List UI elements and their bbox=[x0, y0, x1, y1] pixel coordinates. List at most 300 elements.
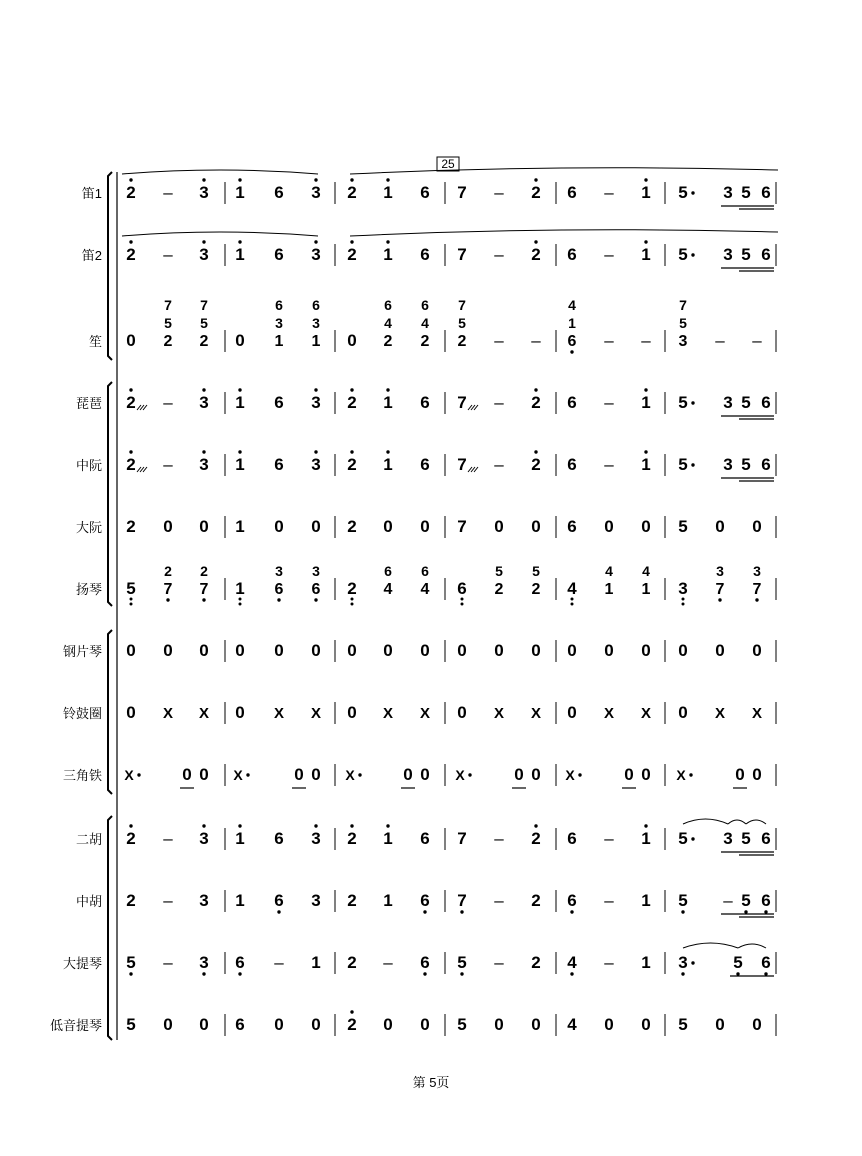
note-digit: 3 bbox=[723, 245, 733, 264]
note-digit: 1 bbox=[235, 245, 245, 264]
instrument-name: 铃鼓圈 bbox=[62, 706, 102, 721]
note bbox=[604, 953, 614, 972]
instrument-rows bbox=[50, 168, 778, 1036]
chord-note bbox=[275, 315, 283, 331]
note bbox=[274, 517, 283, 536]
note bbox=[163, 705, 173, 722]
instrument-name: 扬琴 bbox=[75, 582, 102, 597]
note bbox=[752, 705, 762, 722]
hold-dash: – bbox=[752, 331, 762, 350]
note-digit: 5 bbox=[741, 829, 751, 848]
note bbox=[678, 183, 694, 202]
note-digit: 5 bbox=[741, 455, 751, 474]
measure bbox=[455, 765, 540, 788]
note bbox=[420, 1015, 429, 1034]
note bbox=[457, 891, 466, 914]
chord bbox=[164, 297, 173, 350]
note-digit: X bbox=[714, 705, 726, 722]
note bbox=[531, 388, 540, 412]
octave-down-dot bbox=[755, 598, 758, 601]
octave-down-dot bbox=[166, 598, 169, 601]
note bbox=[403, 765, 412, 784]
note bbox=[235, 891, 244, 910]
slur bbox=[746, 820, 766, 824]
note bbox=[457, 953, 466, 976]
octave-up-dot bbox=[238, 178, 241, 181]
chord-note bbox=[164, 315, 172, 331]
note-digit: 0 bbox=[531, 765, 541, 784]
note bbox=[567, 517, 576, 536]
note-digit: 0 bbox=[274, 517, 284, 536]
note-digit: 1 bbox=[383, 183, 393, 202]
note bbox=[567, 641, 576, 660]
note bbox=[761, 829, 770, 848]
note-digit: 0 bbox=[641, 517, 651, 536]
measure bbox=[676, 765, 761, 788]
measure bbox=[235, 240, 320, 264]
hold-dash: – bbox=[494, 455, 504, 474]
note bbox=[641, 891, 650, 910]
octave-down-dot bbox=[202, 972, 205, 975]
note bbox=[163, 829, 173, 848]
note-digit: 5 bbox=[126, 953, 136, 972]
octave-down-dot bbox=[238, 972, 241, 975]
measure bbox=[678, 563, 761, 606]
note-digit: 0 bbox=[383, 517, 393, 536]
hold-dash: – bbox=[274, 953, 284, 972]
chord-note bbox=[421, 563, 429, 579]
note-digit: 0 bbox=[383, 1015, 393, 1034]
note bbox=[457, 245, 466, 264]
note-digit: 1 bbox=[641, 245, 651, 264]
note-digit: 3 bbox=[311, 829, 321, 848]
hold-dash: – bbox=[604, 393, 614, 412]
octave-down-dot bbox=[239, 598, 242, 601]
note-digit: 1 bbox=[235, 891, 245, 910]
note-digit: 0 bbox=[274, 641, 284, 660]
note-digit: X bbox=[345, 767, 355, 783]
note bbox=[531, 765, 540, 784]
augmentation-dot bbox=[137, 773, 140, 776]
instrument-name: 笛2 bbox=[81, 248, 102, 263]
note-digit: X bbox=[640, 705, 652, 722]
instrument-name: 大提琴 bbox=[62, 956, 102, 971]
octave-down-dot bbox=[571, 603, 574, 606]
note bbox=[199, 641, 208, 660]
measure bbox=[126, 178, 208, 202]
row-di1 bbox=[82, 178, 776, 209]
hold-dash: – bbox=[604, 829, 614, 848]
instrument-name: 钢片琴 bbox=[62, 644, 102, 659]
octave-up-dot bbox=[534, 450, 537, 453]
note bbox=[294, 765, 303, 784]
note-digit: 0 bbox=[752, 1015, 762, 1034]
note bbox=[761, 393, 770, 412]
chord-note bbox=[164, 297, 172, 313]
note-digit: 0 bbox=[752, 517, 762, 536]
note bbox=[494, 641, 503, 660]
note bbox=[347, 178, 356, 202]
note bbox=[723, 183, 732, 202]
augmentation-dot bbox=[468, 773, 471, 776]
note bbox=[235, 1015, 244, 1034]
note-digit: 7 bbox=[457, 393, 467, 412]
octave-up-dot bbox=[350, 240, 353, 243]
note-digit: X bbox=[565, 767, 575, 783]
measure bbox=[568, 297, 652, 354]
octave-up-dot bbox=[534, 388, 537, 391]
note bbox=[678, 703, 687, 722]
note bbox=[347, 331, 356, 350]
note-digit: 1 bbox=[311, 953, 321, 972]
slur bbox=[738, 944, 766, 948]
octave-up-dot bbox=[350, 388, 353, 391]
octave-down-dot bbox=[460, 910, 463, 913]
note bbox=[741, 455, 750, 474]
note-digit: 0 bbox=[420, 517, 430, 536]
octave-up-dot bbox=[350, 450, 353, 453]
note-digit: 0 bbox=[347, 703, 357, 722]
note-digit: 1 bbox=[383, 393, 393, 412]
note bbox=[274, 393, 283, 412]
note-digit: 5 bbox=[741, 393, 751, 412]
chord-note bbox=[679, 297, 687, 313]
note bbox=[494, 517, 503, 536]
note-digit: 4 bbox=[420, 581, 430, 598]
note-digit: 5 bbox=[458, 315, 466, 331]
note-digit: 6 bbox=[274, 829, 284, 848]
chord-note bbox=[421, 315, 429, 331]
hold-dash: – bbox=[494, 245, 504, 264]
note-digit: 0 bbox=[715, 517, 725, 536]
note-digit: 3 bbox=[312, 563, 320, 579]
row-bass bbox=[50, 1010, 776, 1036]
note-digit: 0 bbox=[641, 765, 651, 784]
note bbox=[761, 891, 770, 914]
note bbox=[494, 455, 504, 474]
measure bbox=[567, 641, 650, 660]
note bbox=[274, 953, 284, 972]
note-digit: 5 bbox=[741, 245, 751, 264]
row-sheng bbox=[89, 297, 776, 354]
hold-dash: – bbox=[494, 953, 504, 972]
note bbox=[723, 891, 733, 910]
note-digit: 1 bbox=[641, 581, 651, 598]
note-digit: 2 bbox=[494, 581, 504, 598]
note bbox=[741, 829, 750, 848]
note-digit: 2 bbox=[531, 183, 541, 202]
measure bbox=[126, 953, 208, 976]
note bbox=[514, 765, 523, 784]
note-digit: 6 bbox=[235, 1015, 245, 1034]
octave-up-dot bbox=[202, 388, 205, 391]
note bbox=[383, 450, 392, 474]
note bbox=[678, 579, 687, 606]
octave-up-dot bbox=[644, 450, 647, 453]
note-digit: 2 bbox=[531, 829, 541, 848]
note-digit: 5 bbox=[457, 953, 467, 972]
measure bbox=[457, 178, 540, 202]
note-digit: 0 bbox=[199, 517, 209, 536]
note bbox=[383, 178, 392, 202]
note bbox=[347, 240, 356, 264]
measure bbox=[233, 765, 320, 788]
rehearsal-mark-label: 25 bbox=[441, 157, 455, 171]
note-digit: 0 bbox=[199, 641, 209, 660]
note-digit: 3 bbox=[312, 315, 320, 331]
note-digit: 6 bbox=[567, 393, 577, 412]
measure bbox=[457, 240, 540, 264]
note bbox=[641, 450, 650, 474]
row-zhonghu bbox=[76, 890, 776, 917]
hold-dash: – bbox=[604, 331, 614, 350]
chord-note bbox=[642, 581, 651, 598]
note-digit: 4 bbox=[568, 297, 576, 313]
chord-note bbox=[384, 333, 393, 350]
note-digit: X bbox=[273, 705, 285, 722]
note-digit: 0 bbox=[311, 765, 321, 784]
note-digit: 6 bbox=[274, 581, 284, 598]
octave-up-dot bbox=[202, 824, 205, 827]
note bbox=[641, 331, 651, 350]
staff-brackets bbox=[108, 172, 117, 1040]
measure bbox=[678, 641, 761, 660]
note-digit: 0 bbox=[403, 765, 413, 784]
measure bbox=[457, 517, 540, 536]
note-digit: 0 bbox=[641, 641, 651, 660]
chord-note bbox=[716, 581, 725, 602]
note-digit: 7 bbox=[457, 891, 467, 910]
note bbox=[345, 767, 361, 783]
slur bbox=[683, 819, 728, 824]
measure bbox=[235, 450, 320, 474]
note-digit: 7 bbox=[752, 581, 762, 598]
chord bbox=[642, 563, 651, 598]
hold-dash: – bbox=[494, 829, 504, 848]
note bbox=[163, 393, 173, 412]
chord-note bbox=[753, 581, 762, 602]
note bbox=[678, 455, 694, 474]
octave-down-dot bbox=[460, 972, 463, 975]
measure bbox=[457, 703, 541, 722]
note bbox=[567, 953, 577, 976]
note bbox=[494, 245, 504, 264]
note-digit: X bbox=[603, 705, 615, 722]
note bbox=[383, 891, 392, 910]
measure bbox=[678, 455, 774, 481]
note-digit: 5 bbox=[164, 315, 172, 331]
note-digit: 0 bbox=[678, 703, 688, 722]
measure bbox=[678, 943, 774, 976]
note bbox=[678, 517, 687, 536]
note bbox=[641, 953, 650, 972]
note-digit: X bbox=[310, 705, 322, 722]
note-digit: 0 bbox=[182, 765, 192, 784]
note-digit: 3 bbox=[723, 455, 733, 474]
note-digit: 5 bbox=[126, 579, 136, 598]
note-digit: 3 bbox=[199, 245, 209, 264]
row-pipa bbox=[76, 388, 776, 419]
octave-up-dot bbox=[314, 450, 317, 453]
measure bbox=[347, 563, 429, 606]
page-number: 第 5页 bbox=[412, 1075, 450, 1090]
chord-note bbox=[458, 297, 466, 313]
hold-dash: – bbox=[604, 891, 614, 910]
chord-note bbox=[716, 563, 724, 579]
note bbox=[199, 891, 208, 910]
octave-up-dot bbox=[129, 450, 132, 453]
measure bbox=[126, 240, 208, 264]
measure bbox=[678, 819, 774, 855]
hold-dash: – bbox=[531, 331, 541, 350]
note bbox=[457, 393, 478, 412]
note bbox=[741, 393, 750, 412]
note-digit: 7 bbox=[458, 297, 466, 313]
measure bbox=[235, 1015, 320, 1034]
octave-up-dot bbox=[644, 388, 647, 391]
note-digit: 0 bbox=[163, 1015, 173, 1034]
chord-note bbox=[164, 581, 173, 602]
note-digit: 3 bbox=[678, 333, 688, 350]
note bbox=[311, 824, 320, 848]
note-digit: 2 bbox=[347, 183, 357, 202]
measure bbox=[678, 1015, 761, 1034]
note bbox=[604, 829, 614, 848]
note-digit: 0 bbox=[420, 641, 430, 660]
note-digit: 0 bbox=[347, 641, 357, 660]
measure bbox=[126, 641, 208, 660]
note-digit: 0 bbox=[494, 517, 504, 536]
measure bbox=[678, 183, 774, 209]
octave-down-dot bbox=[744, 910, 747, 913]
note bbox=[494, 891, 504, 910]
measure bbox=[126, 891, 208, 910]
note bbox=[199, 953, 208, 976]
note bbox=[531, 641, 540, 660]
hold-dash: – bbox=[494, 331, 504, 350]
note bbox=[741, 891, 750, 914]
hold-dash: – bbox=[163, 183, 173, 202]
note bbox=[733, 953, 742, 976]
note-digit: 1 bbox=[235, 183, 245, 202]
note bbox=[723, 455, 732, 474]
note-digit: 2 bbox=[200, 563, 208, 579]
chord bbox=[275, 563, 284, 602]
chord bbox=[421, 297, 430, 350]
note bbox=[531, 240, 540, 264]
instrument-name: 笙 bbox=[88, 334, 102, 349]
note bbox=[347, 703, 356, 722]
note bbox=[678, 953, 694, 976]
note-digit: 0 bbox=[199, 765, 209, 784]
note bbox=[641, 388, 650, 412]
measure bbox=[347, 824, 429, 848]
octave-down-dot bbox=[277, 910, 280, 913]
row-erhu bbox=[76, 819, 776, 855]
octave-down-dot bbox=[461, 603, 464, 606]
note-digit: 5 bbox=[532, 563, 540, 579]
chord bbox=[458, 297, 467, 350]
note bbox=[420, 517, 429, 536]
note-digit: 6 bbox=[761, 953, 771, 972]
note bbox=[604, 245, 614, 264]
note bbox=[311, 953, 320, 972]
note bbox=[420, 641, 429, 660]
note-digit: X bbox=[382, 705, 394, 722]
phrase-slur bbox=[350, 168, 778, 174]
note bbox=[311, 765, 320, 784]
note-digit: 1 bbox=[383, 455, 393, 474]
chord-note bbox=[495, 563, 503, 579]
measure bbox=[457, 450, 540, 474]
note-digit: 4 bbox=[383, 581, 393, 598]
note-digit: 0 bbox=[163, 641, 173, 660]
note-digit: 0 bbox=[494, 1015, 504, 1034]
note-digit: 0 bbox=[531, 641, 541, 660]
octave-down-dot bbox=[202, 598, 205, 601]
group-bracket bbox=[108, 816, 112, 1040]
measure bbox=[235, 824, 320, 848]
augmentation-dot bbox=[578, 773, 581, 776]
measure bbox=[678, 891, 774, 917]
note bbox=[455, 767, 471, 783]
note-digit: 7 bbox=[679, 297, 687, 313]
note-digit: 7 bbox=[199, 581, 209, 598]
note bbox=[567, 703, 576, 722]
note-digit: 1 bbox=[235, 455, 245, 474]
note bbox=[126, 953, 135, 976]
note bbox=[163, 1015, 172, 1034]
note bbox=[126, 1015, 135, 1034]
chord-note bbox=[200, 297, 208, 313]
note bbox=[715, 705, 725, 722]
note bbox=[274, 705, 284, 722]
measure bbox=[235, 563, 320, 606]
note-digit: 6 bbox=[567, 829, 577, 848]
octave-up-dot bbox=[644, 824, 647, 827]
chord-note bbox=[384, 297, 392, 313]
note bbox=[235, 953, 244, 976]
note-digit: 0 bbox=[494, 641, 504, 660]
note bbox=[235, 388, 244, 412]
hold-dash: – bbox=[494, 183, 504, 202]
chord-note bbox=[753, 563, 761, 579]
note bbox=[163, 183, 173, 202]
note-digit: 7 bbox=[200, 297, 208, 313]
note bbox=[311, 891, 320, 910]
augmentation-dot bbox=[246, 773, 249, 776]
note-digit: 0 bbox=[347, 331, 357, 350]
note-digit: 6 bbox=[761, 393, 771, 412]
note-digit: 6 bbox=[761, 891, 771, 910]
chord-note bbox=[421, 333, 430, 350]
note-digit: 1 bbox=[641, 891, 651, 910]
note-digit: 7 bbox=[457, 455, 467, 474]
instrument-name: 三角铁 bbox=[62, 768, 102, 783]
note-digit: 0 bbox=[199, 1015, 209, 1034]
note bbox=[752, 517, 761, 536]
note-digit: 2 bbox=[531, 455, 541, 474]
note bbox=[199, 178, 208, 202]
note-digit: 0 bbox=[311, 517, 321, 536]
note-digit: 0 bbox=[274, 1015, 284, 1034]
note-digit: 6 bbox=[420, 455, 430, 474]
note-digit: 0 bbox=[383, 641, 393, 660]
note-digit: 0 bbox=[715, 1015, 725, 1034]
augmentation-dot bbox=[691, 253, 694, 256]
note bbox=[723, 829, 732, 848]
note-digit: 1 bbox=[641, 829, 651, 848]
